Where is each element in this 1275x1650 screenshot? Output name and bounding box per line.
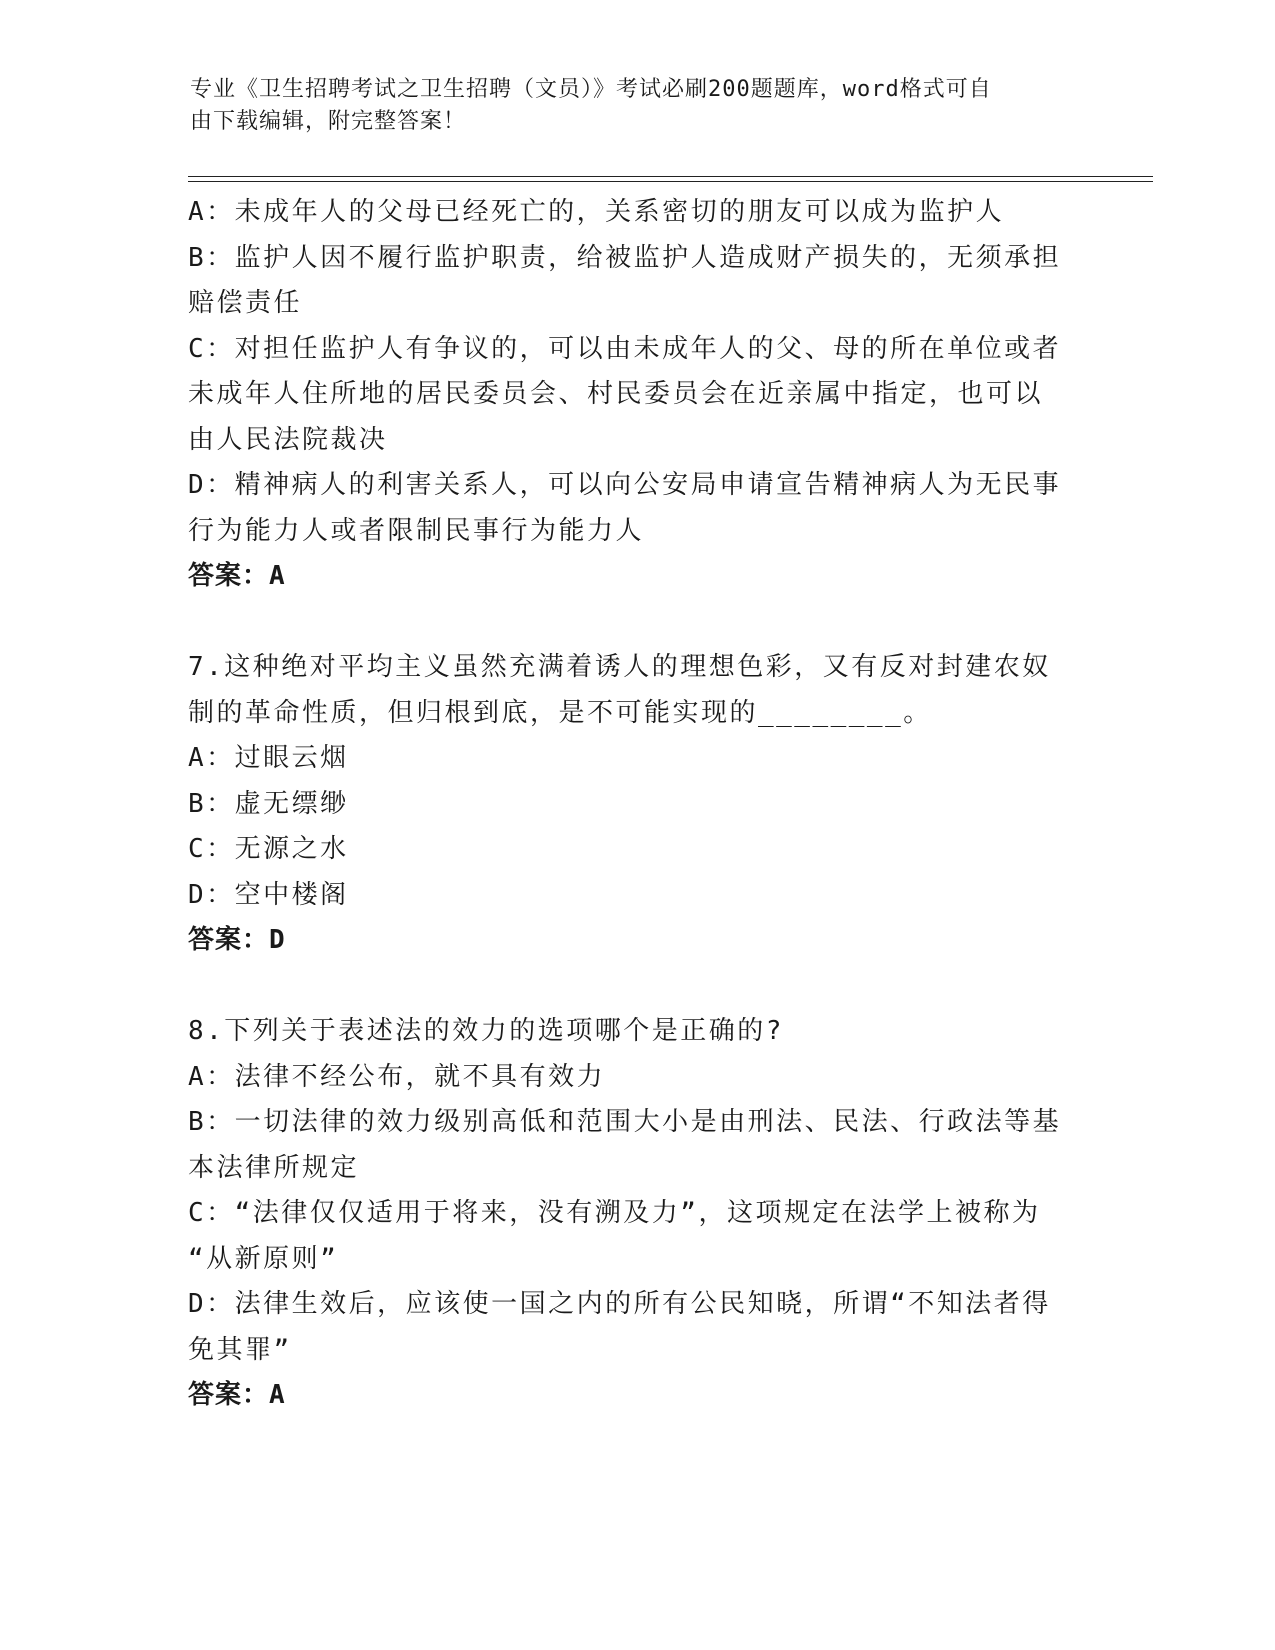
- question-line: 制的革命性质，但归根到底，是不可能实现的________。: [188, 697, 932, 728]
- question-spacer: [188, 964, 1068, 1010]
- option-line: D：法律生效后，应该使一国之内的所有公民知晓，所谓“不知法者得: [188, 1289, 1051, 1319]
- option-line: 本法律所规定: [188, 1152, 360, 1183]
- question-content: [188, 190, 1068, 1419]
- answer-line: 答案：A: [188, 561, 286, 591]
- option-line: 行为能力人或者限制民事行为能力人: [188, 515, 645, 546]
- question-7-block: [188, 645, 1068, 964]
- option-line: C：无源之水: [188, 834, 349, 864]
- answer-line: 答案：A: [188, 1380, 286, 1410]
- question-line: 7.这种绝对平均主义虽然充满着诱人的理想色彩，又有反对封建农奴: [188, 652, 1051, 682]
- header-title-line-1: 专业《卫生招聘考试之卫生招聘（文员）》考试必刷200题题库，word格式可自: [190, 77, 992, 102]
- option-line: “从新原则”: [188, 1243, 339, 1274]
- option-line: C：对担任监护人有争议的，可以由未成年人的父、母的所在单位或者: [188, 333, 1062, 364]
- option-line: B：监护人因不履行监护职责，给被监护人造成财产损失的，无须承担: [188, 242, 1062, 273]
- option-line: A：过眼云烟: [188, 743, 349, 773]
- option-line: B：虚无缥缈: [188, 788, 349, 819]
- question-spacer: [188, 600, 1068, 646]
- option-line: C：“法律仅仅适用于将来，没有溯及力”，这项规定在法学上被称为: [188, 1198, 1041, 1228]
- header-title-line-2: 由下载编辑，附完整答案！: [190, 109, 467, 134]
- option-line: 未成年人住所地的居民委员会、村民委员会在近亲属中指定，也可以: [188, 379, 1044, 409]
- option-line: A：未成年人的父母已经死亡的，关系密切的朋友可以成为监护人: [188, 197, 1005, 227]
- option-line: 免其罪”: [188, 1334, 292, 1365]
- option-line: 赔偿责任: [188, 288, 303, 318]
- question-line: 8.下列关于表述法的效力的选项哪个是正确的?: [188, 1016, 784, 1046]
- option-line: D：空中楼阁: [188, 879, 349, 910]
- answer-line: 答案：D: [188, 925, 286, 955]
- option-line: B：一切法律的效力级别高低和范围大小是由刑法、民法、行政法等基: [188, 1107, 1062, 1137]
- option-line: A：法律不经公布，就不具有效力: [188, 1061, 606, 1092]
- question-8-block: [188, 1009, 1068, 1419]
- question-6-block: [188, 190, 1068, 600]
- option-line: D：精神病人的利害关系人，可以向公安局申请宣告精神病人为无民事: [188, 470, 1062, 500]
- document-header: [190, 74, 1070, 138]
- header-divider-bottom: [188, 181, 1153, 182]
- option-line: 由人民法院裁决: [188, 424, 388, 455]
- header-divider-top: [188, 176, 1153, 177]
